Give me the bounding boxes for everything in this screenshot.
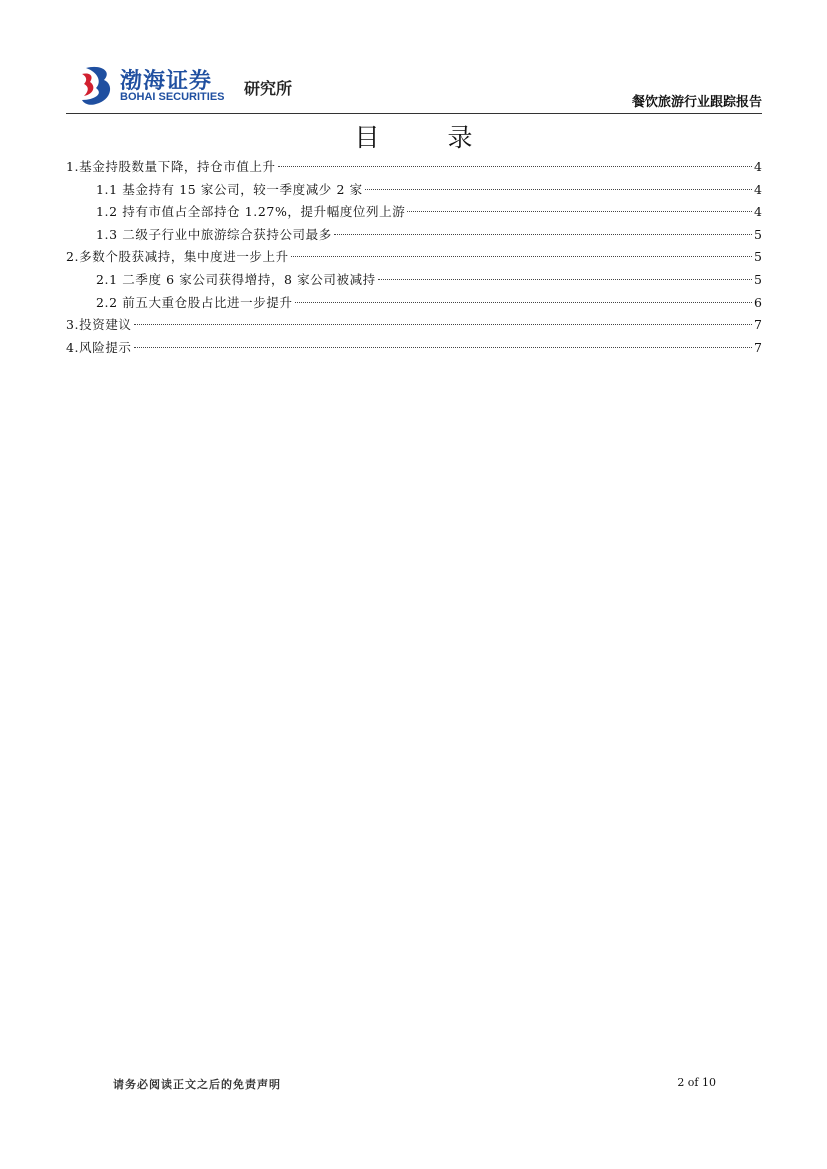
dot-leader bbox=[278, 165, 752, 167]
bohai-logo-icon bbox=[80, 64, 116, 108]
page-footer bbox=[113, 1076, 716, 1094]
report-type-title: 餐饮旅游行业跟踪报告 bbox=[631, 95, 762, 110]
department-name: 研究所 bbox=[244, 79, 293, 98]
toc-entry-title: 1.2 持有市值占全部持仓 1.27%，提升幅度位列上游 bbox=[96, 204, 406, 220]
toc-entry-page: 5 bbox=[754, 249, 762, 265]
toc-entry[interactable] bbox=[66, 201, 762, 224]
dot-leader bbox=[134, 346, 753, 348]
toc-entry-title: 1.1 基金持有 15 家公司，较一季度减少 2 家 bbox=[96, 181, 363, 197]
toc-entry[interactable] bbox=[66, 246, 762, 269]
dot-leader bbox=[291, 255, 752, 257]
toc-entry-title: 4.风险提示 bbox=[66, 339, 132, 355]
toc-entry[interactable] bbox=[66, 314, 762, 337]
table-of-contents bbox=[66, 156, 762, 359]
toc-entry-title: 1.基金持股数量下降，持仓市值上升 bbox=[66, 159, 276, 174]
toc-heading: 目 录 bbox=[354, 123, 503, 152]
toc-entry-page: 4 bbox=[754, 159, 762, 174]
toc-entry-title: 2.2 前五大重仓股占比进一步提升 bbox=[96, 294, 293, 310]
toc-entry[interactable] bbox=[66, 292, 762, 315]
disclaimer-notice: 请务必阅读正文之后的免责声明 bbox=[113, 1078, 281, 1091]
toc-entry[interactable] bbox=[66, 224, 762, 247]
page-header bbox=[66, 60, 762, 114]
toc-entry[interactable] bbox=[66, 156, 762, 179]
toc-entry-title: 2.多数个股获减持，集中度进一步上升 bbox=[66, 249, 289, 265]
toc-entry-title: 3.投资建议 bbox=[66, 317, 132, 333]
toc-entry[interactable] bbox=[66, 269, 762, 292]
toc-entry-page: 5 bbox=[754, 226, 762, 242]
toc-entry-page: 4 bbox=[754, 204, 762, 220]
dot-leader bbox=[365, 188, 752, 190]
bohai-securities-logo bbox=[80, 64, 293, 110]
dot-leader bbox=[378, 278, 752, 280]
toc-entry[interactable] bbox=[66, 179, 762, 202]
logo-chinese-name: 渤海证券 bbox=[120, 68, 213, 94]
dot-leader bbox=[134, 323, 753, 325]
toc-entry-page: 6 bbox=[754, 294, 762, 310]
logo-english-name: BOHAI SECURITIES bbox=[120, 91, 225, 103]
toc-entry-title: 1.3 二级子行业中旅游综合获持公司最多 bbox=[96, 226, 332, 242]
toc-entry-page: 7 bbox=[754, 339, 762, 355]
toc-entry-title: 2.1 二季度 6 家公司获得增持，8 家公司被减持 bbox=[96, 271, 376, 287]
page-indicator: 2 of 10 bbox=[677, 1076, 716, 1089]
dot-leader bbox=[295, 301, 752, 303]
toc-entry-page: 5 bbox=[754, 271, 762, 287]
header-divider bbox=[66, 113, 762, 114]
dot-leader bbox=[407, 210, 752, 212]
toc-entry-page: 4 bbox=[754, 181, 762, 197]
toc-entry-page: 7 bbox=[754, 317, 762, 333]
toc-entry[interactable] bbox=[66, 337, 762, 360]
dot-leader bbox=[334, 233, 752, 235]
